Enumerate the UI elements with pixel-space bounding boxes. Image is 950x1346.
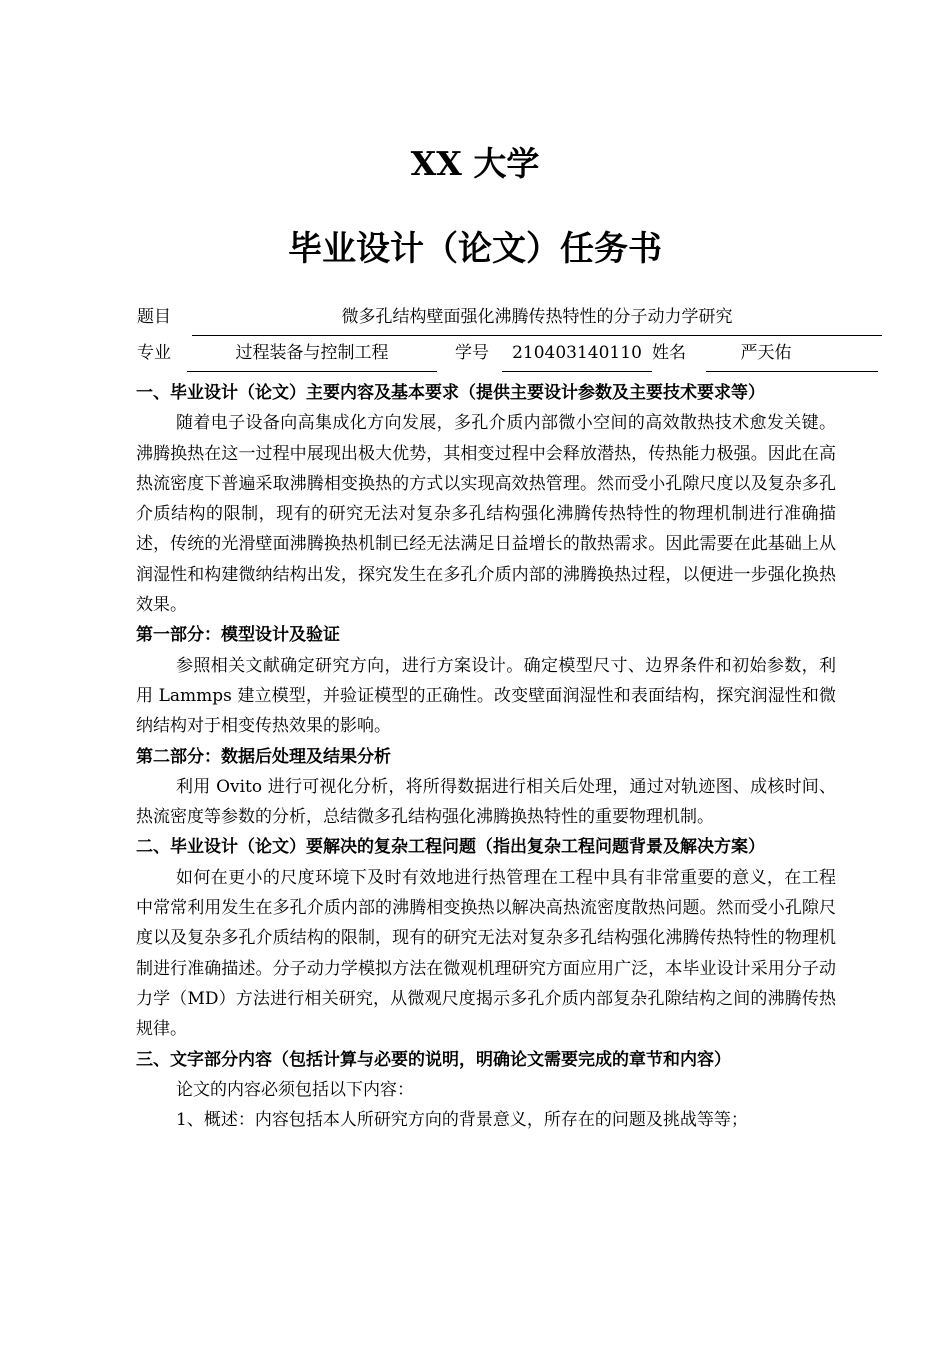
document-title: 毕业设计（论文）任务书 bbox=[288, 229, 662, 269]
section-3-heading: 三、文字部分内容（包括计算与必要的说明，明确论文需要完成的章节和内容） bbox=[136, 1049, 731, 1070]
section-2-paragraph: 如何在更小的尺度环境下及时有效地进行热管理在工程中具有非常重要的意义，在工程中常常利用发生在多孔介质内部的沸腾相变换热以解决高热流密度散热问题。然而受小孔隙尺度以及复杂多孔介质结构的限制，现有的研究无法对复杂多孔结构强化沸腾传热特性的物理机制进行准确描述。分子动力学模拟方法在微观机理研究方面应用广泛，本毕业设计采用分子动力学（MD）方法进行相关研究，从微观尺度揭示多孔介质内部复杂孔隙结构之间的沸腾传热规律。 bbox=[136, 867, 836, 1040]
university-title: XX 大学 bbox=[410, 144, 540, 183]
name-underline bbox=[706, 371, 878, 372]
major-label: 专业 bbox=[137, 343, 171, 363]
topic-underline bbox=[192, 335, 882, 336]
section-3-line-2: 1、概述：内容包括本人所研究方向的背景意义，所存在的问题及挑战等等； bbox=[176, 1110, 748, 1131]
student-id-label: 学号 bbox=[455, 343, 489, 363]
name-value: 严天佑 bbox=[740, 343, 792, 363]
student-id-value: 210403140110 bbox=[512, 343, 642, 363]
section-3-line-1: 论文的内容必须包括以下内容： bbox=[176, 1079, 414, 1100]
part-1-heading: 第一部分：模型设计及验证 bbox=[136, 625, 340, 646]
topic-value: 微多孔结构壁面强化沸腾传热特性的分子动力学研究 bbox=[341, 307, 733, 327]
part-2-paragraph: 利用 Ovito 进行可视化分析，将所得数据进行相关后处理，通过对轨迹图、成核时间、热流密度等参数的分析，总结微多孔结构强化沸腾换热特性的重要物理机制。 bbox=[136, 776, 836, 828]
part-1-paragraph: 参照相关文献确定研究方向，进行方案设计。确定模型尺寸、边界条件和初始参数，利用 Lammps 建立模型，并验证模型的正确性。改变壁面润湿性和表面结构，探究润湿性和微纳结构对于相变传热效果的影响。 bbox=[136, 655, 836, 737]
document-body bbox=[136, 378, 836, 1135]
topic-label: 题目 bbox=[137, 307, 171, 327]
part-2-heading: 第二部分：数据后处理及结果分析 bbox=[136, 746, 391, 767]
student-id-underline bbox=[502, 371, 652, 372]
name-label: 姓名 bbox=[652, 343, 686, 363]
section-1-paragraph: 随着电子设备向高集成化方向发展，多孔介质内部微小空间的高效散热技术愈发关键。沸腾换热在这一过程中展现出极大优势，其相变过程中会释放潜热，传热能力极强。因此在高热流密度下普遍采取沸腾相变换热的方式以实现高效热管理。然而受小孔隙尺度以及复杂多孔介质结构的限制，现有的研究无法对复杂多孔结构强化沸腾传热特性的物理机制进行准确描述，传统的光滑壁面沸腾换热机制已经无法满足日益增长的散热需求。因此需要在此基础上从润湿性和构建微纳结构出发，探究发生在多孔介质内部的沸腾换热过程，以便进一步强化换热效果。 bbox=[136, 413, 836, 616]
major-underline bbox=[187, 371, 437, 372]
section-2-heading: 二、毕业设计（论文）要解决的复杂工程问题（指出复杂工程问题背景及解决方案） bbox=[136, 837, 765, 858]
section-1-heading: 一、毕业设计（论文）主要内容及基本要求（提供主要设计参数及主要技术要求等） bbox=[136, 383, 765, 403]
major-value: 过程装备与控制工程 bbox=[235, 343, 389, 363]
